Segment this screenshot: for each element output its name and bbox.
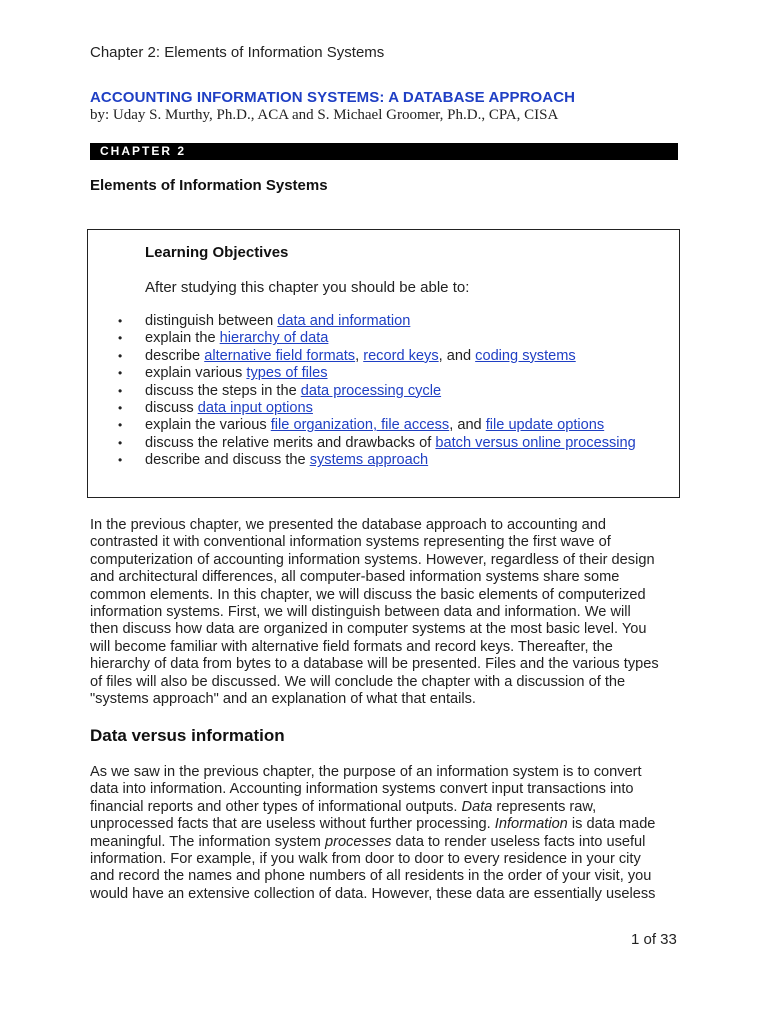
bullet-icon: • [118,383,123,398]
objective-link[interactable]: systems approach [309,452,429,469]
book-title: ACCOUNTING INFORMATION SYSTEMS: A DATABASE APPROACH [90,89,576,106]
objective-link[interactable]: alternative field formats [204,347,356,364]
paragraph-line: As we saw in the previous chapter, the purpose of an information system is to convert [90,764,642,780]
paragraph-line: meaningful. The information system processes data to render useless facts into useful [90,833,646,850]
paragraph-line: information. For example, if you walk from door to door to every residence in your city [90,851,641,868]
objective-link[interactable]: file update options [485,417,605,434]
objective-item: • explain the hierarchy of data [118,330,329,347]
bullet-icon: • [118,314,123,328]
section-heading: Data versus information [90,726,285,745]
objectives-intro: After studying this chapter you should be able to: [145,279,470,296]
objective-link[interactable]: data and information [277,313,411,329]
bullet-icon: • [118,453,123,468]
paragraph-line: would have an extensive collection of data. However, these data are essentially useless [90,885,656,902]
objective-link[interactable]: coding systems [475,347,576,364]
book-authors: by: Uday S. Murthy, Ph.D., ACA and S. Michael Groomer, Ph.D., CPA, CISA [90,107,559,123]
objective-item: • describe alternative field formats, record keys, and coding systems [118,347,576,364]
page-number: 1 of 33 [631,931,677,948]
bullet-icon: • [118,348,123,363]
paragraph-line: computerization of accounting information systems. However, regardless of their design [90,551,655,568]
paragraph-line: In the previous chapter, we presented the database approach to accounting and [90,517,607,533]
data-vs-information-paragraph [90,764,690,903]
objective-item: • explain the various file organization, file access, and file update options [118,417,605,434]
paragraph-line: will become familiar with alternative field formats and record keys. Thereafter, the [90,638,613,655]
objective-item: • distinguish between data and information [118,313,411,329]
objective-item: • discuss the steps in the data processing cycle [118,382,442,399]
objective-link[interactable]: data processing cycle [300,382,442,399]
paragraph-line: common elements. In this chapter, we will discuss the basic elements of computerized [90,586,646,603]
emphasis-term: Data [461,798,493,815]
bullet-icon: • [118,400,123,415]
paragraph-line: data into information. Accounting information systems convert input transactions into [90,781,634,798]
paragraph-line: contrasted it with conventional information systems representing the first wave of [90,534,611,551]
chapter-title: Elements of Information Systems [90,177,328,194]
objective-item: • discuss the relative merits and drawbacks of batch versus online processing [118,434,636,451]
objective-link[interactable]: hierarchy of data [219,330,329,347]
learning-objectives-box [87,229,680,498]
chapter-banner-label: CHAPTER 2 [100,144,187,158]
objectives-list [118,313,636,470]
paragraph-line: then discuss how data are organized in computer systems at the most basic level. You [90,621,647,638]
chapter-banner [90,143,678,160]
objectives-title: Learning Objectives [145,244,289,261]
bullet-icon: • [118,331,123,346]
objective-link[interactable]: data input options [197,399,313,416]
paragraph-line: "systems approach" and an explanation of what that entails. [90,691,476,708]
objective-item: • explain various types of files [118,365,328,382]
bullet-icon: • [118,418,123,433]
paragraph-line: hierarchy of data from bytes to a database will be presented. Files and the various types [90,656,659,673]
objective-link[interactable]: batch versus online processing [435,434,636,451]
bullet-icon: • [118,435,123,450]
paragraph-line: unprocessed facts that are useless without further processing. Information is data made [90,816,656,833]
paragraph-line: and record the names and phone numbers of all residents in the order of your visit, you [90,868,652,885]
objective-link[interactable]: record keys [363,347,439,364]
objective-link[interactable]: types of files [246,365,328,382]
emphasis-term: Information [494,816,568,833]
running-header: Chapter 2: Elements of Information Systems [90,44,385,61]
paragraph-line: information systems. First, we will distinguish between data and information. We will [90,604,631,621]
paragraph-line: of files will also be discussed. We will conclude the chapter with a discussion of the [90,673,626,690]
intro-paragraph [90,517,690,708]
emphasis-term: processes [324,833,392,850]
objective-link[interactable]: file organization, file access [270,417,450,434]
objective-item: • describe and discuss the systems approach [118,452,429,469]
bullet-icon: • [118,366,123,381]
objective-item: • discuss data input options [118,399,313,416]
paragraph-line: financial reports and other types of informational outputs. Data represents raw, [90,798,597,815]
paragraph-line: and architectural differences, all computer-based information systems share some [90,569,620,586]
